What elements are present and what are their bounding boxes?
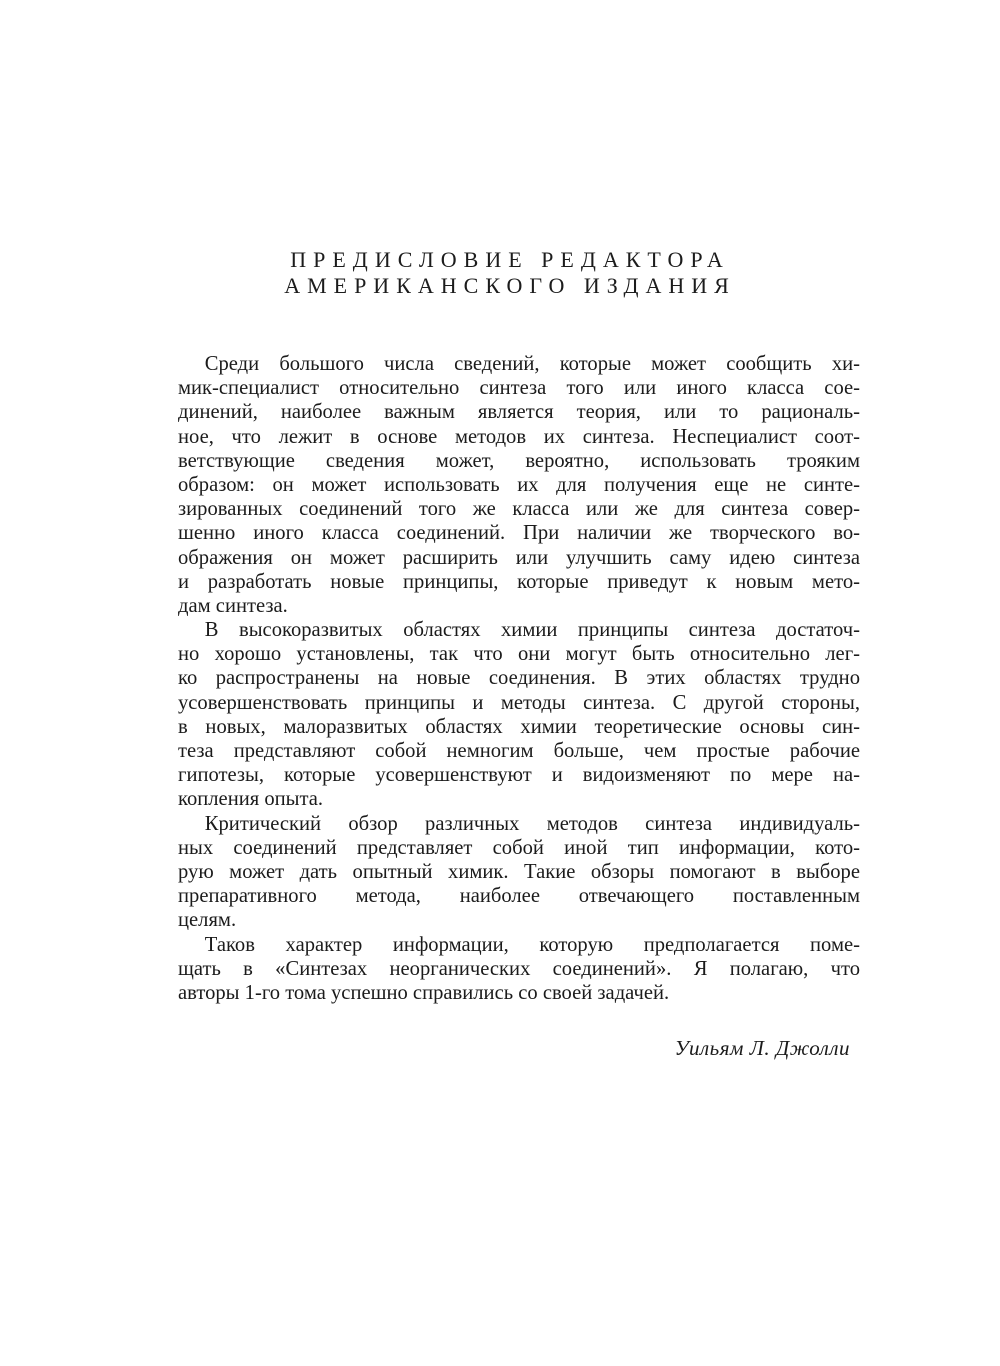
paragraph <box>178 352 860 618</box>
text-line: ных соединений представляет собой иной тип информации, кото- <box>178 836 860 859</box>
text-line: зированных соединений того же класса или же для синтеза совер- <box>178 498 860 521</box>
text-line: усовершенствовать принципы и методы синтеза. С другой стороны, <box>178 691 860 714</box>
text-line: дам синтеза. <box>178 594 288 617</box>
preface-body <box>178 352 860 1005</box>
text-line: шенно иного класса соединений. При наличии же творческого во- <box>178 522 860 545</box>
text-line: в новых, малоразвитых областях химии теоретические основы син- <box>178 715 860 738</box>
text-line: Критический обзор различных методов синтеза индивидуаль- <box>204 812 860 835</box>
author-signature: Уильям Л. Джолли <box>674 1036 850 1060</box>
paragraph <box>178 812 860 933</box>
heading-line-1: ПРЕДИСЛОВИЕ РЕДАКТОРА <box>290 247 730 272</box>
text-line: теза представляют собой немногим больше, чем простые рабочие <box>178 740 860 762</box>
text-line: ветствующие сведения может, вероятно, использовать трояким <box>178 449 860 472</box>
paragraph <box>178 618 860 812</box>
text-line: Среди большого числа сведений, которые может сообщить хи- <box>204 353 860 375</box>
text-line: копления опыта. <box>178 788 324 811</box>
text-line: Таков характер информации, которую предполагается поме- <box>204 933 860 956</box>
text-line: ное, что лежит в основе методов их синтеза. Неспециалист соот- <box>178 425 860 448</box>
text-line: рую может дать опытный химик. Такие обзоры помогают в выборе <box>178 860 860 883</box>
text-line: но хорошо установлены, так что они могут быть относительно лег- <box>178 643 860 666</box>
text-line: ображения он может расширить или улучшить саму идею синтеза <box>178 546 860 569</box>
text-line: В высокоразвитых областях химии принципы синтеза достаточ- <box>204 619 860 642</box>
text-line: авторы 1-го тома успешно справились со своей задачей. <box>178 981 670 1004</box>
heading-line-2: АМЕРИКАНСКОГО ИЗДАНИЯ <box>284 273 736 298</box>
text-line: препаративного метода, наиболее отвечающего поставленным <box>178 885 860 908</box>
text-line: гипотезы, которые усовершенствуют и видоизменяют по мере на- <box>178 764 860 787</box>
text-line: образом: он может использовать их для получения еще не синте- <box>178 473 860 496</box>
text-line: динений, наиболее важным является теория, или то рациональ- <box>178 401 860 424</box>
paragraph <box>178 933 860 1006</box>
text-line: целям. <box>178 909 237 932</box>
text-line: мик-специалист относительно синтеза того или иного класса сое- <box>178 377 860 400</box>
text-line: ко распространены на новые соединения. В этих областях трудно <box>178 667 860 690</box>
text-line: и разработать новые принципы, которые приведут к новым мето- <box>178 570 860 593</box>
text-line: щать в «Синтезах неорганических соединений». Я полагаю, что <box>178 957 860 980</box>
